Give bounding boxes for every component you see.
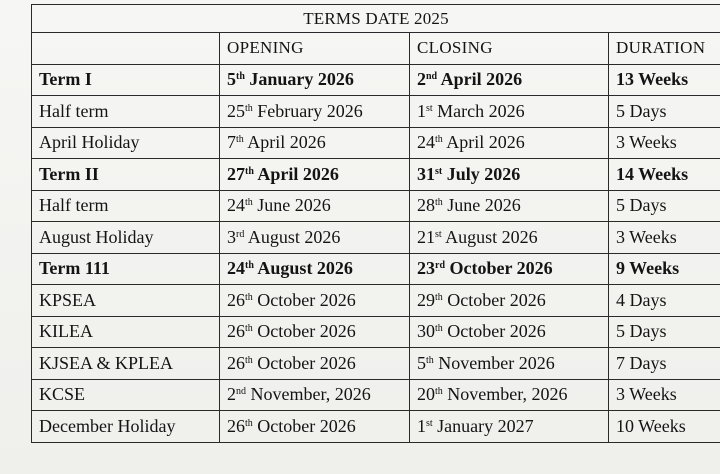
opening-ordinal: th <box>245 323 253 335</box>
event-name: KCSE <box>32 379 220 411</box>
opening-month-year: June 2026 <box>252 195 331 216</box>
opening-day: 25 <box>227 100 245 121</box>
closing-date <box>410 348 609 380</box>
opening-month-year: October 2026 <box>252 352 356 373</box>
closing-month-year: July 2026 <box>442 163 521 184</box>
duration: 7 Days <box>609 348 720 380</box>
event-name: December Holiday <box>32 411 220 443</box>
duration: 5 Days <box>609 316 720 348</box>
duration: 3 Weeks <box>609 127 720 159</box>
opening-ordinal: th <box>245 354 253 366</box>
closing-day: 1 <box>417 415 426 436</box>
opening-date <box>220 127 410 159</box>
closing-date <box>410 379 609 411</box>
opening-date <box>220 159 410 191</box>
title-row <box>32 5 720 33</box>
header-duration: DURATION <box>609 33 720 65</box>
closing-day: 30 <box>417 321 435 342</box>
opening-day: 7 <box>227 132 236 153</box>
closing-ordinal: st <box>435 228 442 240</box>
closing-date <box>410 64 609 96</box>
event-name: Half term <box>32 190 220 222</box>
opening-date <box>220 411 410 443</box>
closing-ordinal: rd <box>435 260 445 272</box>
opening-day: 26 <box>227 415 245 436</box>
closing-day: 21 <box>417 226 435 247</box>
table-row <box>32 159 720 191</box>
duration: 13 Weeks <box>609 64 720 96</box>
opening-month-year: January 2026 <box>244 69 354 90</box>
opening-day: 26 <box>227 321 245 342</box>
table-row <box>32 316 720 348</box>
opening-day: 26 <box>227 352 245 373</box>
event-name: April Holiday <box>32 127 220 159</box>
duration: 9 Weeks <box>609 253 720 285</box>
opening-month-year: February 2026 <box>252 100 363 121</box>
table-row <box>32 127 720 159</box>
opening-ordinal: th <box>245 291 253 303</box>
table-row <box>32 411 720 443</box>
table-row <box>32 222 720 254</box>
opening-day: 26 <box>227 289 245 310</box>
opening-date <box>220 316 410 348</box>
opening-ordinal: th <box>245 102 253 114</box>
event-name: August Holiday <box>32 222 220 254</box>
opening-month-year: August 2026 <box>253 258 353 279</box>
closing-day: 2 <box>417 69 426 90</box>
closing-day: 28 <box>417 195 435 216</box>
closing-day: 23 <box>417 258 435 279</box>
closing-date <box>410 159 609 191</box>
closing-day: 20 <box>417 384 435 405</box>
opening-day: 2 <box>227 384 236 405</box>
closing-month-year: October 2026 <box>442 289 546 310</box>
opening-ordinal: th <box>245 417 253 429</box>
opening-month-year: October 2026 <box>252 415 356 436</box>
duration: 4 Days <box>609 285 720 317</box>
opening-date <box>220 253 410 285</box>
table-title: TERMS DATE 2025 <box>32 5 720 33</box>
opening-date <box>220 96 410 128</box>
closing-day: 29 <box>417 289 435 310</box>
closing-day: 31 <box>417 163 435 184</box>
opening-date <box>220 222 410 254</box>
duration: 3 Weeks <box>609 379 720 411</box>
event-name: KILEA <box>32 316 220 348</box>
header-event <box>32 33 220 65</box>
closing-month-year: April 2026 <box>437 69 523 90</box>
opening-date <box>220 190 410 222</box>
closing-ordinal: st <box>426 417 433 429</box>
duration: 14 Weeks <box>609 159 720 191</box>
closing-date <box>410 285 609 317</box>
opening-day: 27 <box>227 163 245 184</box>
opening-month-year: August 2026 <box>244 226 341 247</box>
opening-month-year: October 2026 <box>252 289 356 310</box>
opening-day: 5 <box>227 69 236 90</box>
duration: 5 Days <box>609 190 720 222</box>
opening-day: 24 <box>227 195 245 216</box>
closing-ordinal: nd <box>426 71 438 83</box>
event-name: Half term <box>32 96 220 128</box>
opening-date <box>220 379 410 411</box>
closing-month-year: November 2026 <box>433 352 555 373</box>
table-row <box>32 190 720 222</box>
opening-ordinal: th <box>245 197 253 209</box>
table-row <box>32 96 720 128</box>
table-row <box>32 64 720 96</box>
closing-ordinal: th <box>426 354 434 366</box>
opening-month-year: October 2026 <box>252 321 356 342</box>
duration: 10 Weeks <box>609 411 720 443</box>
event-name: Term I <box>32 64 220 96</box>
opening-month-year: April 2026 <box>243 132 326 153</box>
opening-ordinal: th <box>236 134 244 146</box>
closing-month-year: October 2026 <box>445 258 553 279</box>
event-name: KJSEA & KPLEA <box>32 348 220 380</box>
header-row <box>32 33 720 65</box>
terms-table <box>31 4 720 443</box>
closing-month-year: January 2027 <box>432 415 534 436</box>
duration: 5 Days <box>609 96 720 128</box>
opening-date <box>220 64 410 96</box>
opening-ordinal: nd <box>236 386 246 398</box>
opening-ordinal: th <box>245 165 254 177</box>
opening-ordinal: th <box>236 71 245 83</box>
header-closing: CLOSING <box>410 33 609 65</box>
closing-ordinal: th <box>435 386 443 398</box>
closing-month-year: June 2026 <box>442 195 521 216</box>
table-row <box>32 253 720 285</box>
closing-date <box>410 411 609 443</box>
closing-date <box>410 316 609 348</box>
closing-date <box>410 127 609 159</box>
closing-date <box>410 96 609 128</box>
closing-month-year: November, 2026 <box>442 384 568 405</box>
closing-day: 1 <box>417 100 426 121</box>
event-name: Term II <box>32 159 220 191</box>
opening-date <box>220 285 410 317</box>
closing-month-year: March 2026 <box>432 100 525 121</box>
opening-ordinal: rd <box>236 228 245 240</box>
closing-day: 24 <box>417 132 435 153</box>
header-opening: OPENING <box>220 33 410 65</box>
opening-day: 3 <box>227 226 236 247</box>
table-row <box>32 348 720 380</box>
closing-ordinal: th <box>435 323 443 335</box>
opening-ordinal: th <box>245 260 254 272</box>
closing-ordinal: th <box>435 134 443 146</box>
closing-month-year: April 2026 <box>442 132 525 153</box>
duration: 3 Weeks <box>609 222 720 254</box>
opening-month-year: April 2026 <box>253 163 339 184</box>
table-row <box>32 285 720 317</box>
closing-day: 5 <box>417 352 426 373</box>
closing-ordinal: st <box>435 165 443 177</box>
table-row <box>32 379 720 411</box>
closing-month-year: October 2026 <box>442 321 546 342</box>
closing-ordinal: st <box>426 102 433 114</box>
event-name: KPSEA <box>32 285 220 317</box>
opening-day: 24 <box>227 258 245 279</box>
closing-date <box>410 190 609 222</box>
closing-ordinal: th <box>435 291 443 303</box>
closing-date <box>410 222 609 254</box>
closing-date <box>410 253 609 285</box>
opening-month-year: November, 2026 <box>246 384 371 405</box>
opening-date <box>220 348 410 380</box>
closing-ordinal: th <box>435 197 443 209</box>
closing-month-year: August 2026 <box>441 226 538 247</box>
event-name: Term 111 <box>32 253 220 285</box>
